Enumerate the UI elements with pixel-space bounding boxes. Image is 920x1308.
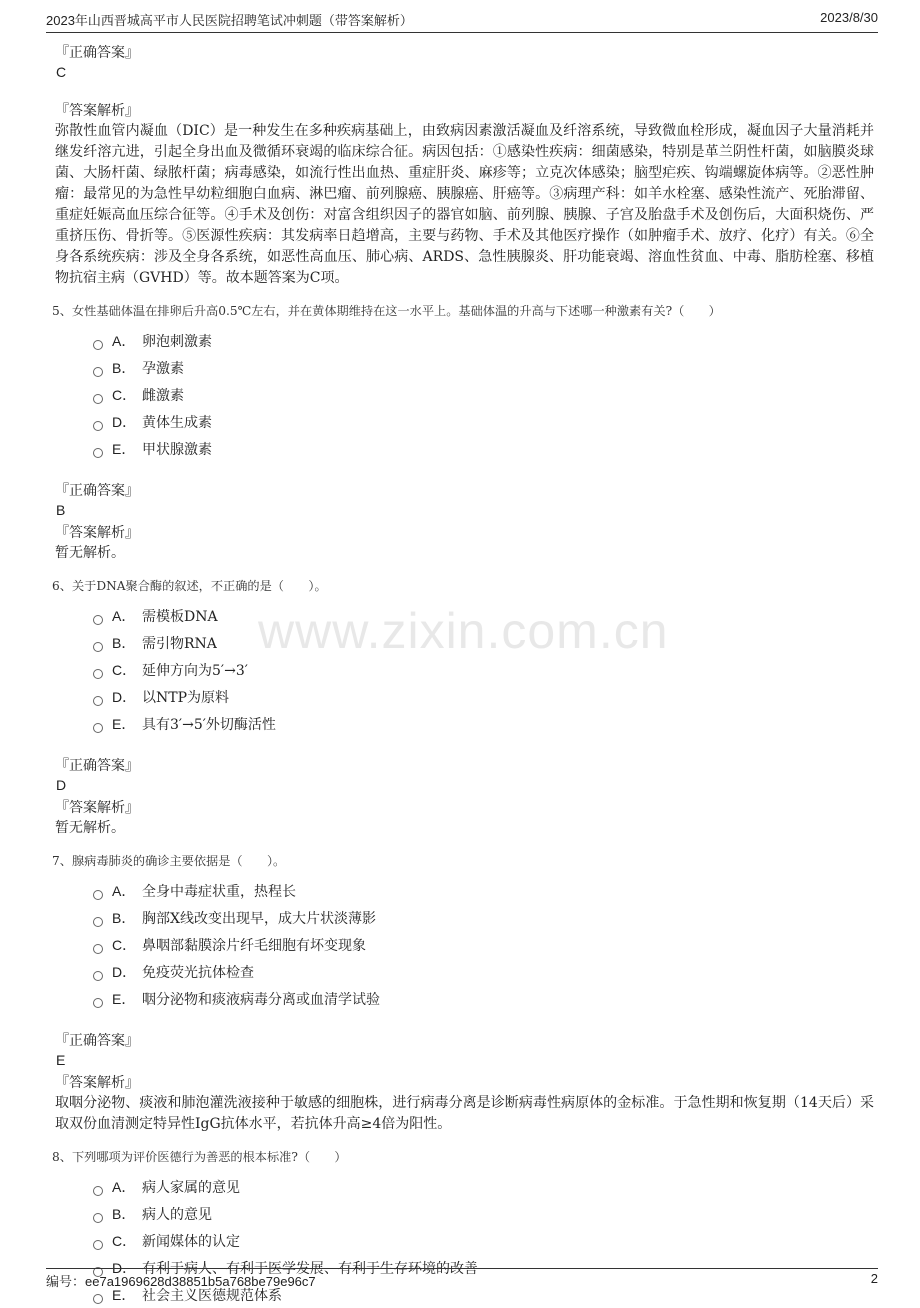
correct-answer-label: 『正确答案』 (55, 1033, 139, 1049)
radio-icon[interactable] (93, 944, 103, 954)
analysis-text: 暂无解析。 (55, 545, 125, 561)
radio-icon[interactable] (93, 421, 103, 431)
option-text: 具有3′→5′外切酶活性 (142, 716, 276, 733)
page-footer (46, 1268, 878, 1291)
option-text: 免疫荧光抗体检查 (142, 964, 254, 981)
page-content (52, 44, 874, 1308)
document-code: 编号：ee7a1969628d38851b5a768be79e96c7 (46, 1274, 316, 1289)
option-d[interactable]: D． 免疫荧光抗体检查 (93, 958, 874, 985)
question-7: 7、腺病毒肺炎的确诊主要依据是（ ）。 (52, 854, 286, 868)
option-text: 孕激素 (142, 360, 184, 377)
option-text: 有利于病人、有利于医学发展、有利于生存环境的改善 (142, 1260, 478, 1277)
option-text: 胸部X线改变出现早，成大片状淡薄影 (142, 910, 376, 927)
option-e[interactable]: E． 甲状腺激素 (93, 435, 874, 462)
page-header (46, 10, 878, 33)
question-5-options (93, 327, 874, 462)
option-c[interactable]: C． 雌激素 (93, 381, 874, 408)
radio-icon[interactable] (93, 1213, 103, 1223)
option-b[interactable]: B． 需引物RNA (93, 629, 874, 656)
radio-icon[interactable] (93, 340, 103, 350)
question-5: 5、女性基础体温在排卵后升高0.5℃左右，并在黄体期维持在这一水平上。基础体温的升高与下述哪一种激素有关?（ ） (52, 304, 721, 318)
option-b[interactable]: B． 胸部X线改变出现早，成大片状淡薄影 (93, 904, 874, 931)
radio-icon[interactable] (93, 971, 103, 981)
radio-icon[interactable] (93, 998, 103, 1008)
correct-answer-label: 『正确答案』 (55, 483, 139, 499)
question-6: 6、关于DNA聚合酶的叙述，不正确的是（ ）。 (52, 579, 327, 593)
radio-icon[interactable] (93, 642, 103, 652)
option-e[interactable]: E． 咽分泌物和痰液病毒分离或血清学试验 (93, 985, 874, 1012)
option-c[interactable]: C． 新闻媒体的认定 (93, 1227, 874, 1254)
document-date: 2023/8/30 (820, 10, 878, 25)
analysis-label: 『答案解析』 (55, 1075, 139, 1091)
option-text: 病人家属的意见 (142, 1179, 240, 1196)
option-text: 卵泡刺激素 (142, 333, 212, 350)
option-text: 需引物RNA (142, 635, 217, 652)
option-text: 咽分泌物和痰液病毒分离或血清学试验 (142, 991, 380, 1008)
correct-answer: C (56, 64, 67, 80)
option-b[interactable]: B． 孕激素 (93, 354, 874, 381)
radio-icon[interactable] (93, 367, 103, 377)
radio-icon[interactable] (93, 615, 103, 625)
correct-answer: E (56, 1052, 66, 1068)
correct-answer-label: 『正确答案』 (55, 45, 139, 61)
question-6-options (93, 602, 874, 737)
option-a[interactable]: A． 卵泡刺激素 (93, 327, 874, 354)
option-text: 社会主义医德规范体系 (142, 1287, 282, 1304)
analysis-text: 弥散性血管内凝血（DIC）是一种发生在多种疾病基础上，由致病因素激活凝血及纤溶系统，导致微血栓形成，凝血因子大量消耗并继发纤溶亢进，引起全身出血及微循环衰竭的临床综合征。病因包括：①感染性疾病：细菌感染，特别是革兰阴性杆菌，如脑膜炎球菌、大肠杆菌、绿脓杆菌；病毒感染，如流行性出血热、重症肝炎、麻疹等；立克次体感染；脑型疟疾、钩端螺旋体病等。②恶性肿瘤：最常见的为急性早幼粒细胞白血病、淋巴瘤、前列腺癌、胰腺癌、肝癌等。③病理产科：如羊水栓塞、感染性流产、死胎滞留、重症妊娠高血压综合征等。④手术及创伤：对富含组织因子的器官如脑、前列腺、胰腺、子宫及胎盘手术及创伤后，大面积烧伤、严重挤压伤、骨折等。⑤医源性疾病：其发病率日趋增高，主要与药物、手术及其他医疗操作（如肿瘤手术、放疗、化疗）有关。⑥全身各系统疾病：涉及全身各系统，如恶性高血压、肺心病、ARDS、急性胰腺炎、肝功能衰竭、溶血性贫血、中毒、脂肪栓塞、移植物抗宿主病（GVHD）等。故本题答案为C项。 (55, 123, 874, 286)
watermark: www.zixin.com.cn (258, 603, 669, 659)
correct-answer-label: 『正确答案』 (55, 758, 139, 774)
radio-icon[interactable] (93, 890, 103, 900)
radio-icon[interactable] (93, 1240, 103, 1250)
correct-answer: D (56, 777, 67, 793)
option-d[interactable]: D． 有利于病人、有利于医学发展、有利于生存环境的改善 (93, 1254, 874, 1281)
option-text: 甲状腺激素 (142, 441, 212, 458)
radio-icon[interactable] (93, 394, 103, 404)
radio-icon[interactable] (93, 669, 103, 679)
question-7-options (93, 877, 874, 1012)
option-text: 延伸方向为5′→3′ (142, 662, 248, 679)
analysis-label: 『答案解析』 (55, 525, 139, 541)
option-text: 以NTP为原料 (142, 689, 230, 706)
option-text: 需模板DNA (142, 608, 218, 625)
analysis-text: 取咽分泌物、痰液和肺泡灌洗液接种于敏感的细胞株，进行病毒分离是诊断病毒性病原体的金标准。于急性期和恢复期（14天后）采取双份血清测定特异性IgG抗体水平，若抗体升高≥4倍为阳性。 (55, 1095, 874, 1132)
document-title: 2023年山西晋城高平市人民医院招聘笔试冲刺题（带答案解析） (46, 13, 413, 28)
option-text: 雌激素 (142, 387, 184, 404)
correct-answer: B (56, 502, 66, 518)
radio-icon[interactable] (93, 448, 103, 458)
analysis-text: 暂无解析。 (55, 820, 125, 836)
option-text: 黄体生成素 (142, 414, 212, 431)
question-8: 8、下列哪项为评价医德行为善恶的根本标准?（ ） (52, 1150, 347, 1164)
page-number: 2 (870, 1271, 878, 1286)
option-c[interactable]: C． 延伸方向为5′→3′ (93, 656, 874, 683)
option-d[interactable]: D． 以NTP为原料 (93, 683, 874, 710)
option-a[interactable]: A． 全身中毒症状重，热程长 (93, 877, 874, 904)
option-text: 全身中毒症状重，热程长 (142, 883, 296, 900)
option-d[interactable]: D． 黄体生成素 (93, 408, 874, 435)
radio-icon[interactable] (93, 1186, 103, 1196)
option-text: 鼻咽部黏膜涂片纤毛细胞有坏变现象 (142, 937, 366, 954)
option-a[interactable]: A． 病人家属的意见 (93, 1173, 874, 1200)
radio-icon[interactable] (93, 917, 103, 927)
option-a[interactable]: A． 需模板DNA (93, 602, 874, 629)
option-text: 新闻媒体的认定 (142, 1233, 240, 1250)
option-text: 病人的意见 (142, 1206, 212, 1223)
radio-icon[interactable] (93, 696, 103, 706)
option-e[interactable]: E． 社会主义医德规范体系 (93, 1281, 874, 1308)
radio-icon[interactable] (93, 723, 103, 733)
analysis-label: 『答案解析』 (55, 103, 139, 119)
option-e[interactable]: E． 具有3′→5′外切酶活性 (93, 710, 874, 737)
radio-icon[interactable] (93, 1294, 103, 1304)
option-b[interactable]: B． 病人的意见 (93, 1200, 874, 1227)
option-c[interactable]: C． 鼻咽部黏膜涂片纤毛细胞有坏变现象 (93, 931, 874, 958)
analysis-label: 『答案解析』 (55, 800, 139, 816)
